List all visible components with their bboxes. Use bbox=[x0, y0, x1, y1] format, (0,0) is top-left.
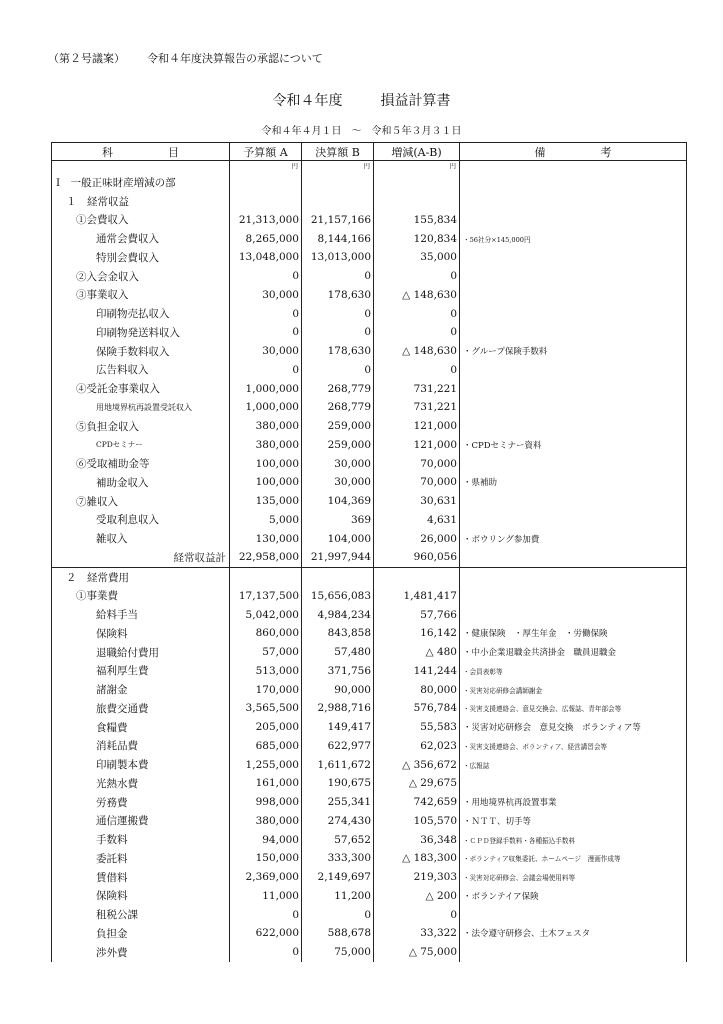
row-budget: 130,000 bbox=[230, 529, 302, 548]
row-actual: 333,300 bbox=[302, 849, 374, 868]
row-label: ⑤負担金収入 bbox=[52, 417, 230, 436]
row-actual: 8,144,166 bbox=[302, 229, 374, 248]
row-remarks bbox=[460, 211, 687, 230]
row-remarks bbox=[460, 511, 687, 530]
row-budget: 0 bbox=[230, 323, 302, 342]
row-budget: 2,369,000 bbox=[230, 868, 302, 887]
row-remarks: ・ＮＴＴ、切手等 bbox=[460, 812, 687, 831]
row-diff: 35,000 bbox=[374, 248, 460, 267]
table-row bbox=[52, 304, 687, 323]
row-remarks: ・ボランティア収集委託、ホームページ 漫画作成等 bbox=[460, 849, 687, 868]
table-row bbox=[52, 718, 687, 737]
table-row bbox=[52, 379, 687, 398]
row-label: 消耗品費 bbox=[52, 737, 230, 756]
page-title bbox=[0, 90, 723, 110]
table-row bbox=[52, 286, 687, 305]
table-row bbox=[52, 887, 687, 906]
row-actual: 90,000 bbox=[302, 680, 374, 699]
row-label: 補助金収入 bbox=[52, 473, 230, 492]
row-diff: 731,221 bbox=[374, 379, 460, 398]
row-remarks bbox=[460, 905, 687, 924]
total-row bbox=[52, 548, 687, 567]
table-row bbox=[52, 699, 687, 718]
row-remarks: ・用地境界杭再設置事業 bbox=[460, 793, 687, 812]
row-remarks bbox=[460, 774, 687, 793]
row-remarks bbox=[460, 286, 687, 305]
table-row bbox=[52, 267, 687, 286]
row-label: 退職給付費用 bbox=[52, 643, 230, 662]
row-diff: △ 356,672 bbox=[374, 755, 460, 774]
title-name: 損益計算書 bbox=[380, 93, 451, 109]
row-diff bbox=[374, 192, 460, 211]
row-label: 諸謝金 bbox=[52, 680, 230, 699]
row-remarks: ・災害対応研修会 意見交換 ボランティア等 bbox=[460, 718, 687, 737]
row-budget: 1,255,000 bbox=[230, 755, 302, 774]
table-row bbox=[52, 529, 687, 548]
row-label: CPDセミナー bbox=[52, 436, 230, 455]
row-budget: 513,000 bbox=[230, 662, 302, 681]
row-budget: 30,000 bbox=[230, 342, 302, 361]
row-label: 保険手数料収入 bbox=[52, 342, 230, 361]
row-remarks: ・中小企業退職金共済掛金 職員退職金 bbox=[460, 643, 687, 662]
table-row bbox=[52, 248, 687, 267]
row-budget: 380,000 bbox=[230, 417, 302, 436]
row-diff: 141,244 bbox=[374, 662, 460, 681]
row-budget bbox=[230, 567, 302, 586]
row-diff: 105,570 bbox=[374, 812, 460, 831]
row-diff: 0 bbox=[374, 361, 460, 380]
row-actual: 0 bbox=[302, 304, 374, 323]
row-diff: 26,000 bbox=[374, 529, 460, 548]
table-row bbox=[52, 943, 687, 962]
row-label: 保険料 bbox=[52, 624, 230, 643]
row-actual: 622,977 bbox=[302, 737, 374, 756]
table-row bbox=[52, 398, 687, 417]
income-statement-table bbox=[51, 142, 687, 962]
row-remarks: ・ボウリング参加費 bbox=[460, 529, 687, 548]
row-budget: 8,265,000 bbox=[230, 229, 302, 248]
row-diff: 16,142 bbox=[374, 624, 460, 643]
row-actual: 259,000 bbox=[302, 417, 374, 436]
row-remarks bbox=[460, 323, 687, 342]
row-actual: 13,013,000 bbox=[302, 248, 374, 267]
table-row bbox=[52, 624, 687, 643]
row-diff: 960,056 bbox=[374, 548, 460, 567]
table-row bbox=[52, 755, 687, 774]
row-budget: 22,958,000 bbox=[230, 548, 302, 567]
row-actual: 15,656,083 bbox=[302, 587, 374, 606]
row-actual: 2,988,716 bbox=[302, 699, 374, 718]
row-budget: 94,000 bbox=[230, 830, 302, 849]
row-label: 通信運搬費 bbox=[52, 812, 230, 831]
row-label: Ⅰ 一般正味財産増減の部 bbox=[52, 173, 230, 192]
row-remarks: ・会員表彰等 bbox=[460, 662, 687, 681]
row-actual: 4,984,234 bbox=[302, 605, 374, 624]
row-actual: 57,480 bbox=[302, 643, 374, 662]
row-remarks bbox=[460, 267, 687, 286]
row-actual: 268,779 bbox=[302, 398, 374, 417]
row-budget: 998,000 bbox=[230, 793, 302, 812]
row-label: 保険料 bbox=[52, 887, 230, 906]
row-diff: 4,631 bbox=[374, 511, 460, 530]
row-actual bbox=[302, 173, 374, 192]
row-label: ⑥受取補助金等 bbox=[52, 454, 230, 473]
row-diff: △ 183,300 bbox=[374, 849, 460, 868]
row-budget: 13,048,000 bbox=[230, 248, 302, 267]
row-label: ④受託金事業収入 bbox=[52, 379, 230, 398]
row-actual: 30,000 bbox=[302, 473, 374, 492]
table-row bbox=[52, 680, 687, 699]
row-remarks: ・災害対応研修会、会議会場使用料等 bbox=[460, 868, 687, 887]
row-remarks bbox=[460, 417, 687, 436]
row-label: 特別会費収入 bbox=[52, 248, 230, 267]
row-label: 印刷物発送料収入 bbox=[52, 323, 230, 342]
row-budget: 5,042,000 bbox=[230, 605, 302, 624]
row-diff: 62,023 bbox=[374, 737, 460, 756]
row-remarks: ・県補助 bbox=[460, 473, 687, 492]
row-label: ①会費収入 bbox=[52, 211, 230, 230]
col-header-diff: 増減(A-B) bbox=[374, 143, 460, 161]
row-budget: 57,000 bbox=[230, 643, 302, 662]
table-row bbox=[52, 737, 687, 756]
table-row bbox=[52, 605, 687, 624]
row-budget: 0 bbox=[230, 905, 302, 924]
row-label: ②入会金収入 bbox=[52, 267, 230, 286]
row-budget: 5,000 bbox=[230, 511, 302, 530]
row-remarks: ・グループ保険手数料 bbox=[460, 342, 687, 361]
unit-budget: 円 bbox=[230, 161, 302, 174]
col-header-actual: 決算額 B bbox=[302, 143, 374, 161]
row-label: 経常収益計 bbox=[52, 548, 230, 567]
row-remarks bbox=[460, 361, 687, 380]
table-row bbox=[52, 417, 687, 436]
row-actual bbox=[302, 192, 374, 211]
row-diff: 731,221 bbox=[374, 398, 460, 417]
row-remarks bbox=[460, 587, 687, 606]
row-remarks: ・健康保険 ・厚生年金 ・労働保険 bbox=[460, 624, 687, 643]
row-diff: 219,303 bbox=[374, 868, 460, 887]
table-row bbox=[52, 511, 687, 530]
row-remarks bbox=[460, 248, 687, 267]
row-remarks bbox=[460, 304, 687, 323]
table-row bbox=[52, 849, 687, 868]
table-row bbox=[52, 361, 687, 380]
row-budget bbox=[230, 173, 302, 192]
row-label: 給料手当 bbox=[52, 605, 230, 624]
row-actual: 104,000 bbox=[302, 529, 374, 548]
row-remarks bbox=[460, 548, 687, 567]
title-year: 令和４年度 bbox=[272, 93, 343, 109]
row-label: 受取利息収入 bbox=[52, 511, 230, 530]
table-row bbox=[52, 587, 687, 606]
row-remarks bbox=[460, 379, 687, 398]
row-actual: 149,417 bbox=[302, 718, 374, 737]
row-label: 負担金 bbox=[52, 924, 230, 943]
col-header-remarks: 備 考 bbox=[460, 143, 687, 161]
row-diff: 55,583 bbox=[374, 718, 460, 737]
row-budget: 150,000 bbox=[230, 849, 302, 868]
row-budget: 161,000 bbox=[230, 774, 302, 793]
row-diff: 576,784 bbox=[374, 699, 460, 718]
row-remarks bbox=[460, 454, 687, 473]
row-actual: 371,756 bbox=[302, 662, 374, 681]
document-header bbox=[48, 50, 323, 66]
row-label: 広告料収入 bbox=[52, 361, 230, 380]
row-label: 通常会費収入 bbox=[52, 229, 230, 248]
row-label: １ 経常収益 bbox=[52, 192, 230, 211]
row-diff: 0 bbox=[374, 905, 460, 924]
unit-actual: 円 bbox=[302, 161, 374, 174]
row-remarks bbox=[460, 492, 687, 511]
row-remarks bbox=[460, 567, 687, 586]
row-remarks: ・法令遵守研修会、土木フェスタ bbox=[460, 924, 687, 943]
row-label: 光熱水費 bbox=[52, 774, 230, 793]
row-actual: 30,000 bbox=[302, 454, 374, 473]
row-actual: 21,157,166 bbox=[302, 211, 374, 230]
row-diff: △ 75,000 bbox=[374, 943, 460, 962]
row-label: ⑦雑収入 bbox=[52, 492, 230, 511]
table-row bbox=[52, 173, 687, 192]
row-label: 旅費交通費 bbox=[52, 699, 230, 718]
row-remarks: ・56社分×145,000円 bbox=[460, 229, 687, 248]
row-budget: 860,000 bbox=[230, 624, 302, 643]
row-remarks: ・災害支援連絡会、ボランティア、経営講習会等 bbox=[460, 737, 687, 756]
row-actual: 0 bbox=[302, 905, 374, 924]
row-label: 用地境界杭再設置受託収入 bbox=[52, 398, 230, 417]
row-diff: 742,659 bbox=[374, 793, 460, 812]
row-actual: 1,611,672 bbox=[302, 755, 374, 774]
row-diff: △ 148,630 bbox=[374, 286, 460, 305]
row-diff: △ 480 bbox=[374, 643, 460, 662]
row-label: ③事業収入 bbox=[52, 286, 230, 305]
row-actual: 588,678 bbox=[302, 924, 374, 943]
row-label: 委託料 bbox=[52, 849, 230, 868]
row-actual: 190,675 bbox=[302, 774, 374, 793]
row-diff: △ 29,675 bbox=[374, 774, 460, 793]
row-diff: 121,000 bbox=[374, 436, 460, 455]
row-budget: 170,000 bbox=[230, 680, 302, 699]
row-diff: △ 200 bbox=[374, 887, 460, 906]
row-budget: 17,137,500 bbox=[230, 587, 302, 606]
row-label: 手数料 bbox=[52, 830, 230, 849]
agenda-number: （第２号議案） bbox=[48, 52, 125, 65]
row-diff: 0 bbox=[374, 267, 460, 286]
row-actual: 75,000 bbox=[302, 943, 374, 962]
fiscal-period: 令和４年４月１日 ～ 令和５年３月３１日 bbox=[261, 126, 462, 137]
table-row bbox=[52, 229, 687, 248]
row-label: 福利厚生費 bbox=[52, 662, 230, 681]
table-row bbox=[52, 812, 687, 831]
row-label: 印刷物売払収入 bbox=[52, 304, 230, 323]
row-budget: 135,000 bbox=[230, 492, 302, 511]
table-row bbox=[52, 774, 687, 793]
table-row bbox=[52, 342, 687, 361]
row-actual: 274,430 bbox=[302, 812, 374, 831]
row-diff: 33,322 bbox=[374, 924, 460, 943]
row-remarks: ・広報誌 bbox=[460, 755, 687, 774]
row-actual: 268,779 bbox=[302, 379, 374, 398]
table-row bbox=[52, 436, 687, 455]
row-actual: 11,200 bbox=[302, 887, 374, 906]
row-diff: 121,000 bbox=[374, 417, 460, 436]
row-diff: 30,631 bbox=[374, 492, 460, 511]
row-actual: 104,369 bbox=[302, 492, 374, 511]
row-budget: 21,313,000 bbox=[230, 211, 302, 230]
row-actual bbox=[302, 567, 374, 586]
row-remarks: ・災害支援連絡会、意見交換会、広報誌、青年部会等 bbox=[460, 699, 687, 718]
row-budget: 0 bbox=[230, 267, 302, 286]
table-row bbox=[52, 473, 687, 492]
row-diff bbox=[374, 173, 460, 192]
row-label: 租税公課 bbox=[52, 905, 230, 924]
row-diff: 70,000 bbox=[374, 473, 460, 492]
row-label: 雑収入 bbox=[52, 529, 230, 548]
row-remarks: ・CPDセミナー資料 bbox=[460, 436, 687, 455]
row-remarks bbox=[460, 605, 687, 624]
row-budget: 100,000 bbox=[230, 454, 302, 473]
table-header-row bbox=[52, 143, 687, 161]
row-actual: 178,630 bbox=[302, 342, 374, 361]
row-diff: △ 148,630 bbox=[374, 342, 460, 361]
row-actual: 2,149,697 bbox=[302, 868, 374, 887]
row-diff: 0 bbox=[374, 323, 460, 342]
unit-diff: 円 bbox=[374, 161, 460, 174]
row-budget: 3,565,500 bbox=[230, 699, 302, 718]
table-row bbox=[52, 662, 687, 681]
row-actual: 843,858 bbox=[302, 624, 374, 643]
table-row bbox=[52, 905, 687, 924]
row-remarks bbox=[460, 943, 687, 962]
row-label: ①事業費 bbox=[52, 587, 230, 606]
col-header-item: 科 目 bbox=[52, 143, 230, 161]
table-row bbox=[52, 492, 687, 511]
row-remarks bbox=[460, 173, 687, 192]
table-row bbox=[52, 868, 687, 887]
row-actual: 259,000 bbox=[302, 436, 374, 455]
row-budget: 11,000 bbox=[230, 887, 302, 906]
row-label: 渉外費 bbox=[52, 943, 230, 962]
row-diff bbox=[374, 567, 460, 586]
row-diff: 120,834 bbox=[374, 229, 460, 248]
table-row bbox=[52, 323, 687, 342]
row-actual: 369 bbox=[302, 511, 374, 530]
row-label: ２ 経常費用 bbox=[52, 567, 230, 586]
table-row bbox=[52, 924, 687, 943]
row-budget: 1,000,000 bbox=[230, 379, 302, 398]
table-row bbox=[52, 454, 687, 473]
table-row bbox=[52, 793, 687, 812]
row-diff: 155,834 bbox=[374, 211, 460, 230]
row-label: 食糧費 bbox=[52, 718, 230, 737]
row-actual: 255,341 bbox=[302, 793, 374, 812]
unit-row bbox=[52, 161, 687, 174]
row-diff: 0 bbox=[374, 304, 460, 323]
row-budget: 0 bbox=[230, 361, 302, 380]
row-budget: 205,000 bbox=[230, 718, 302, 737]
col-header-budget: 予算額 A bbox=[230, 143, 302, 161]
row-label: 賃借料 bbox=[52, 868, 230, 887]
row-label: 印刷製本費 bbox=[52, 755, 230, 774]
row-budget: 380,000 bbox=[230, 812, 302, 831]
row-diff: 70,000 bbox=[374, 454, 460, 473]
row-actual: 21,997,944 bbox=[302, 548, 374, 567]
row-diff: 80,000 bbox=[374, 680, 460, 699]
row-budget: 0 bbox=[230, 304, 302, 323]
row-budget: 380,000 bbox=[230, 436, 302, 455]
row-budget: 30,000 bbox=[230, 286, 302, 305]
table-row bbox=[52, 211, 687, 230]
row-budget bbox=[230, 192, 302, 211]
row-diff: 1,481,417 bbox=[374, 587, 460, 606]
table-row bbox=[52, 567, 687, 586]
row-budget: 622,000 bbox=[230, 924, 302, 943]
row-diff: 57,766 bbox=[374, 605, 460, 624]
table-row bbox=[52, 643, 687, 662]
row-diff: 36,348 bbox=[374, 830, 460, 849]
table-row bbox=[52, 192, 687, 211]
row-remarks bbox=[460, 398, 687, 417]
row-budget: 1,000,000 bbox=[230, 398, 302, 417]
row-actual: 0 bbox=[302, 267, 374, 286]
row-remarks: ・ボランテイア保険 bbox=[460, 887, 687, 906]
row-remarks: ・ＣＰＤ登録手数料・各種振込手数料 bbox=[460, 830, 687, 849]
row-budget: 0 bbox=[230, 943, 302, 962]
row-actual: 0 bbox=[302, 323, 374, 342]
row-actual: 178,630 bbox=[302, 286, 374, 305]
row-remarks: ・災害対応研修会講師謝金 bbox=[460, 680, 687, 699]
agenda-subject: 令和４年度決算報告の承認について bbox=[147, 52, 323, 65]
row-budget: 685,000 bbox=[230, 737, 302, 756]
row-actual: 57,652 bbox=[302, 830, 374, 849]
table-row bbox=[52, 830, 687, 849]
row-label: 労務費 bbox=[52, 793, 230, 812]
row-budget: 100,000 bbox=[230, 473, 302, 492]
row-actual: 0 bbox=[302, 361, 374, 380]
row-remarks bbox=[460, 192, 687, 211]
